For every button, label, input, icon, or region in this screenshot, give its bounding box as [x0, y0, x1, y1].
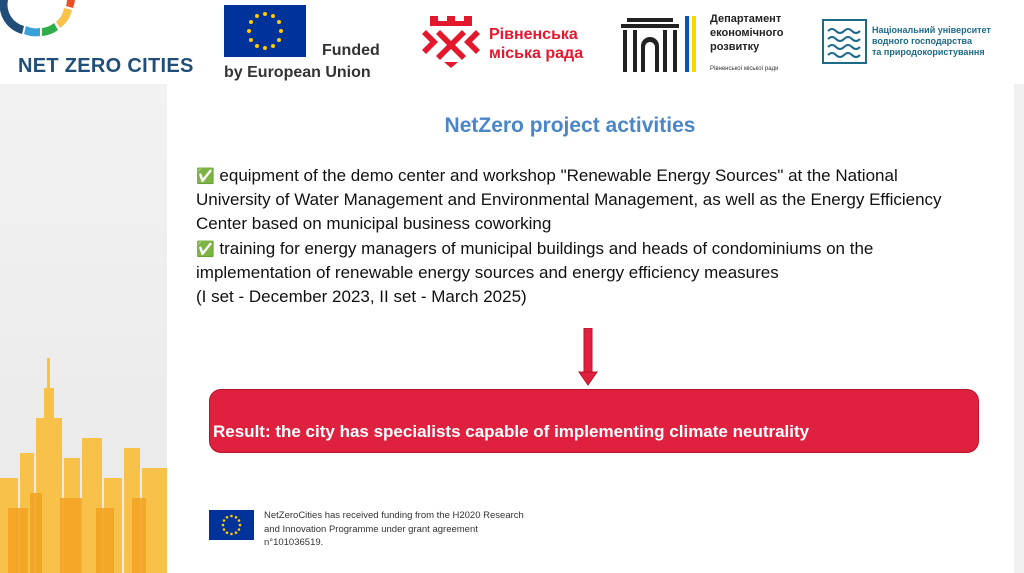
logo-header: [0, 0, 1024, 84]
eu-funded-label-line2: by European Union: [224, 64, 371, 81]
economic-development-dept-label: [710, 12, 784, 54]
result-box: [209, 389, 979, 453]
dept-line2: економічного: [710, 27, 784, 39]
sets-note: (I set - December 2023, II set - March 2025): [196, 287, 527, 307]
uni-line1: Національний університет: [872, 25, 991, 35]
net-zero-cities-logo-mark: [0, 0, 80, 40]
rivne-city-council-label: [489, 25, 583, 63]
eu-flag-small: [209, 510, 254, 540]
funding-note: NetZeroCities has received funding from the H2020 Research and Innovation Programme under grant agreement n°101036519.: [264, 510, 524, 548]
check-icon: ✅: [196, 167, 215, 185]
rivne-line1: Рівненська: [489, 26, 578, 43]
activity-item: [196, 237, 976, 285]
dept-building-emblem: [619, 14, 705, 74]
result-text: Result: the city has specialists capable of implementing climate neutrality: [213, 422, 810, 441]
eu-funded-label-line1: Funded: [322, 42, 380, 59]
city-skyline: [0, 358, 167, 573]
dept-line1: Департамент: [710, 13, 782, 25]
uni-line3: та природокористування: [872, 47, 985, 57]
dept-subtitle: Рівненської міської ради: [710, 66, 779, 72]
rivne-emblem: [422, 16, 480, 68]
eu-flag: [224, 5, 306, 57]
right-decorative-band: [1014, 82, 1024, 573]
check-icon: ✅: [196, 239, 215, 258]
net-zero-cities-logo-text: NET ZERO CITIES: [18, 55, 194, 77]
uni-line2: водного господарства: [872, 36, 972, 46]
activity-item: [196, 164, 976, 237]
university-label: [872, 25, 991, 58]
activities-list: [196, 164, 976, 309]
university-wave-emblem: [822, 19, 867, 64]
dept-line3: розвитку: [710, 41, 760, 53]
activity-text: training for energy managers of municipal buildings and heads of condominiums on the implementation of renewable energy sources and energy efficiency measures: [196, 238, 874, 282]
rivne-line2: міська рада: [489, 45, 584, 62]
down-arrow-icon: [578, 328, 598, 386]
slide-title: NetZero project activities: [444, 114, 696, 137]
activity-text: equipment of the demo center and workshop "Renewable Energy Sources" at the National University of Water Management and Environmental Management, as well as the Energy Efficiency Center based on municipal business coworking: [196, 166, 942, 234]
